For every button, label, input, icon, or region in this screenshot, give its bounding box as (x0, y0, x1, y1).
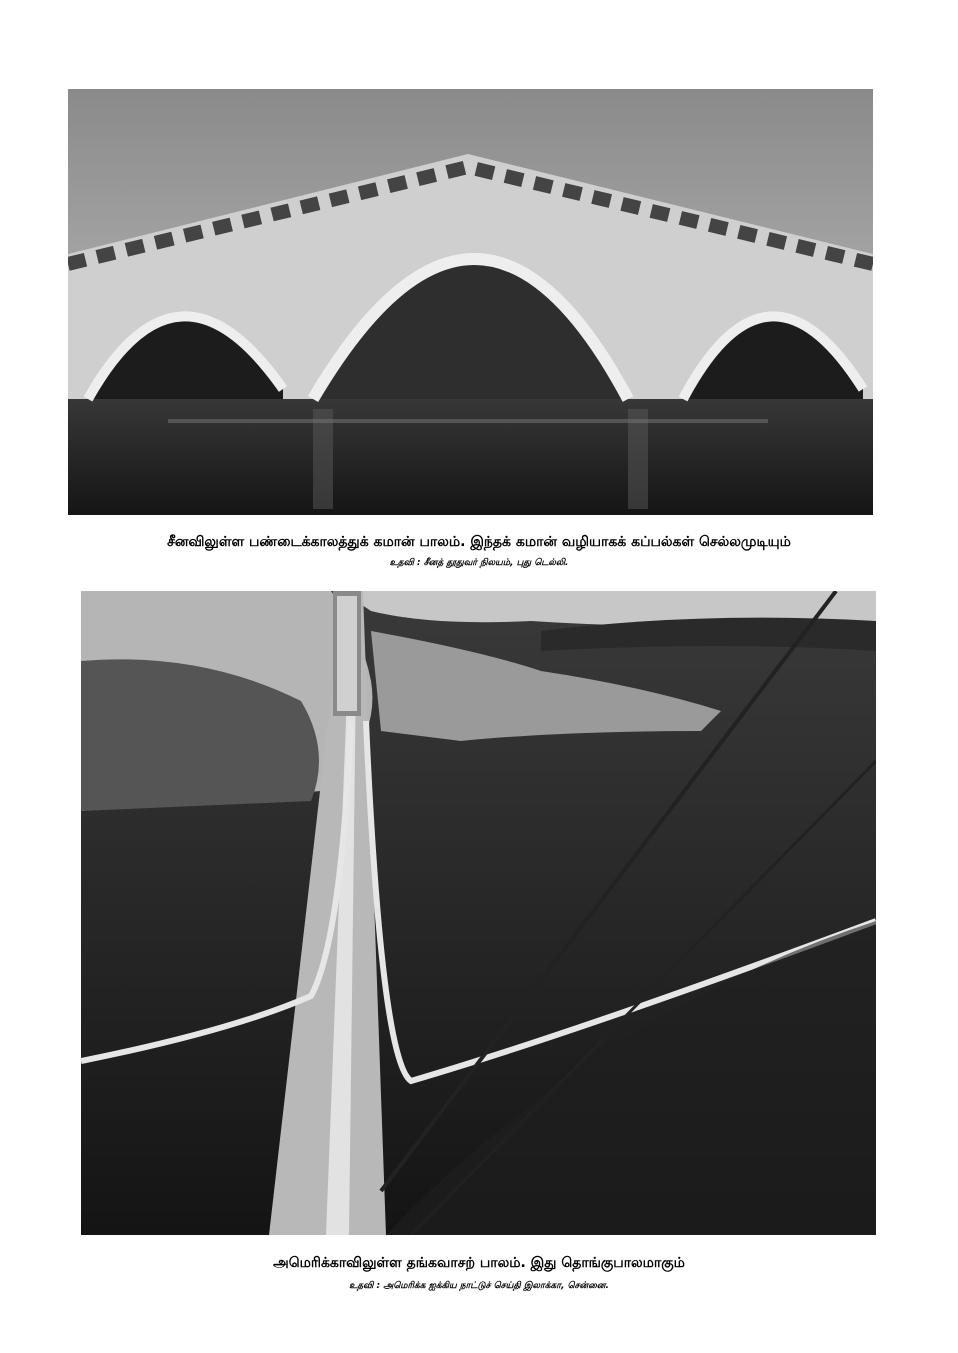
photo-2-caption: அமெரிக்காவிலுள்ள தங்கவாசற் பாலம். இது தொங்குபாலமாகும் (273, 1255, 685, 1271)
photo-2-credit: உதவி : அமெரிக்க ஐக்கிய நாட்டுச் செய்தி இலாக்கா, சென்னை. (349, 1281, 609, 1291)
photo-1-credit: உதவி : சீனத் தூதுவர் நிலயம், புது டெல்லி. (389, 558, 569, 568)
photo-1-caption: சீனவிலுள்ள பண்டைக்காலத்துக் கமான் பாலம். இந்தக் கமான் வழியாகக் கப்பல்கள் செல்லமுடியும் (167, 534, 791, 550)
arch-bridge-photo (68, 89, 873, 515)
suspension-bridge-photo (81, 591, 876, 1235)
